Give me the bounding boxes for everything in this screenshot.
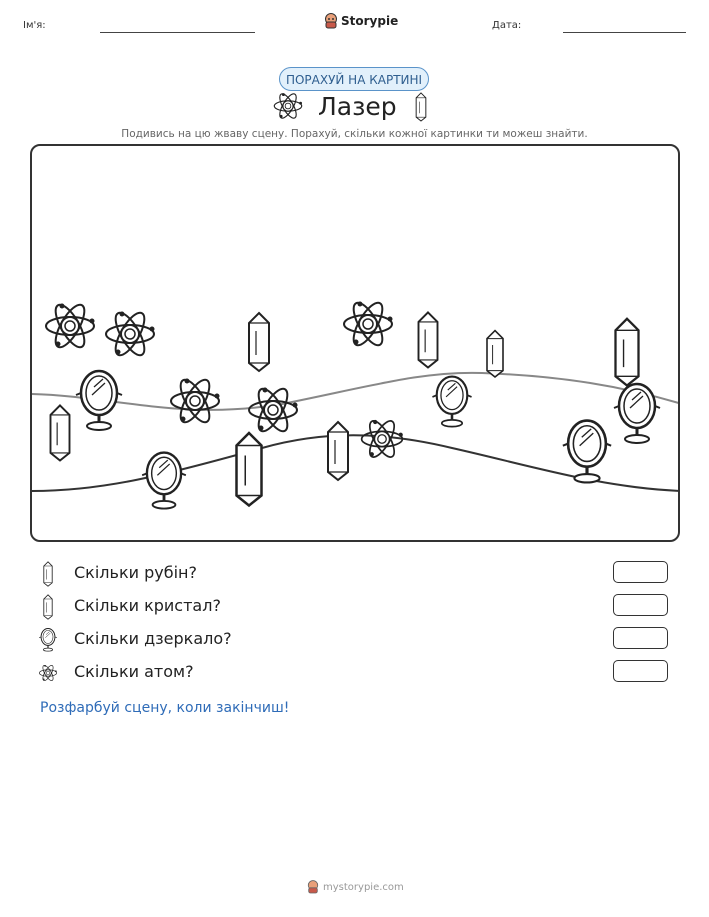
atom-icon — [38, 660, 58, 686]
name-line[interactable] — [100, 32, 255, 33]
mirror-icon — [76, 371, 122, 430]
brand-name: Storypie — [341, 14, 399, 28]
storypie-mascot-icon — [324, 13, 338, 29]
mirror-icon — [142, 453, 186, 509]
date-line[interactable] — [563, 32, 686, 33]
storypie-mascot-icon — [307, 880, 319, 894]
crystal-icon — [51, 405, 70, 460]
count-badge: ПОРАХУЙ НА КАРТИНІ — [279, 67, 429, 91]
crystal-icon — [419, 312, 438, 367]
crystal-icon — [38, 594, 58, 620]
question-row-atom — [38, 660, 678, 686]
instructions: Подивись на цю жваву сцену. Порахуй, скільки кожної картинки ти можеш знайти. — [121, 128, 588, 140]
question-row-mirror — [38, 627, 678, 653]
name-label: Ім'я: — [23, 20, 46, 31]
mirror-icon — [432, 377, 471, 427]
crystal-icon — [616, 319, 639, 386]
crystal-icon — [487, 331, 503, 377]
crystal-icon — [413, 92, 429, 122]
question-text: Скільки дзеркало? — [74, 629, 232, 648]
date-label: Дата: — [492, 20, 522, 31]
question-row-ruby — [38, 561, 678, 587]
question-text: Скільки атом? — [74, 662, 194, 681]
atom-icon — [362, 418, 403, 461]
atom-icon — [171, 376, 220, 427]
mirror-icon — [614, 384, 660, 443]
answer-box-mirror[interactable] — [613, 627, 668, 649]
answer-box-atom[interactable] — [613, 660, 668, 682]
answer-box-crystal[interactable] — [613, 594, 668, 616]
question-text: Скільки кристал? — [74, 596, 221, 615]
atom-icon — [46, 301, 95, 352]
footer — [307, 880, 404, 894]
counting-scene — [30, 144, 680, 542]
coloring-note: Розфарбуй сцену, коли закінчиш! — [40, 700, 290, 716]
crystal-icon — [237, 433, 262, 506]
atom-icon — [272, 90, 304, 122]
question-row-crystal — [38, 594, 678, 620]
mirror-icon — [38, 627, 58, 653]
crystal-icon — [328, 422, 348, 480]
ruby-icon — [38, 561, 58, 587]
scene-illustration — [32, 146, 680, 542]
answer-box-ruby[interactable] — [613, 561, 668, 583]
storypie-logo — [324, 13, 398, 29]
footer-url[interactable]: mystorypie.com — [323, 881, 404, 893]
mirror-icon — [563, 421, 611, 483]
atom-icon — [344, 299, 393, 350]
page-title: Лазер — [318, 92, 397, 121]
crystal-icon — [249, 313, 269, 371]
atom-icon — [249, 385, 298, 436]
question-text: Скільки рубін? — [74, 563, 197, 582]
atom-icon — [106, 309, 155, 360]
